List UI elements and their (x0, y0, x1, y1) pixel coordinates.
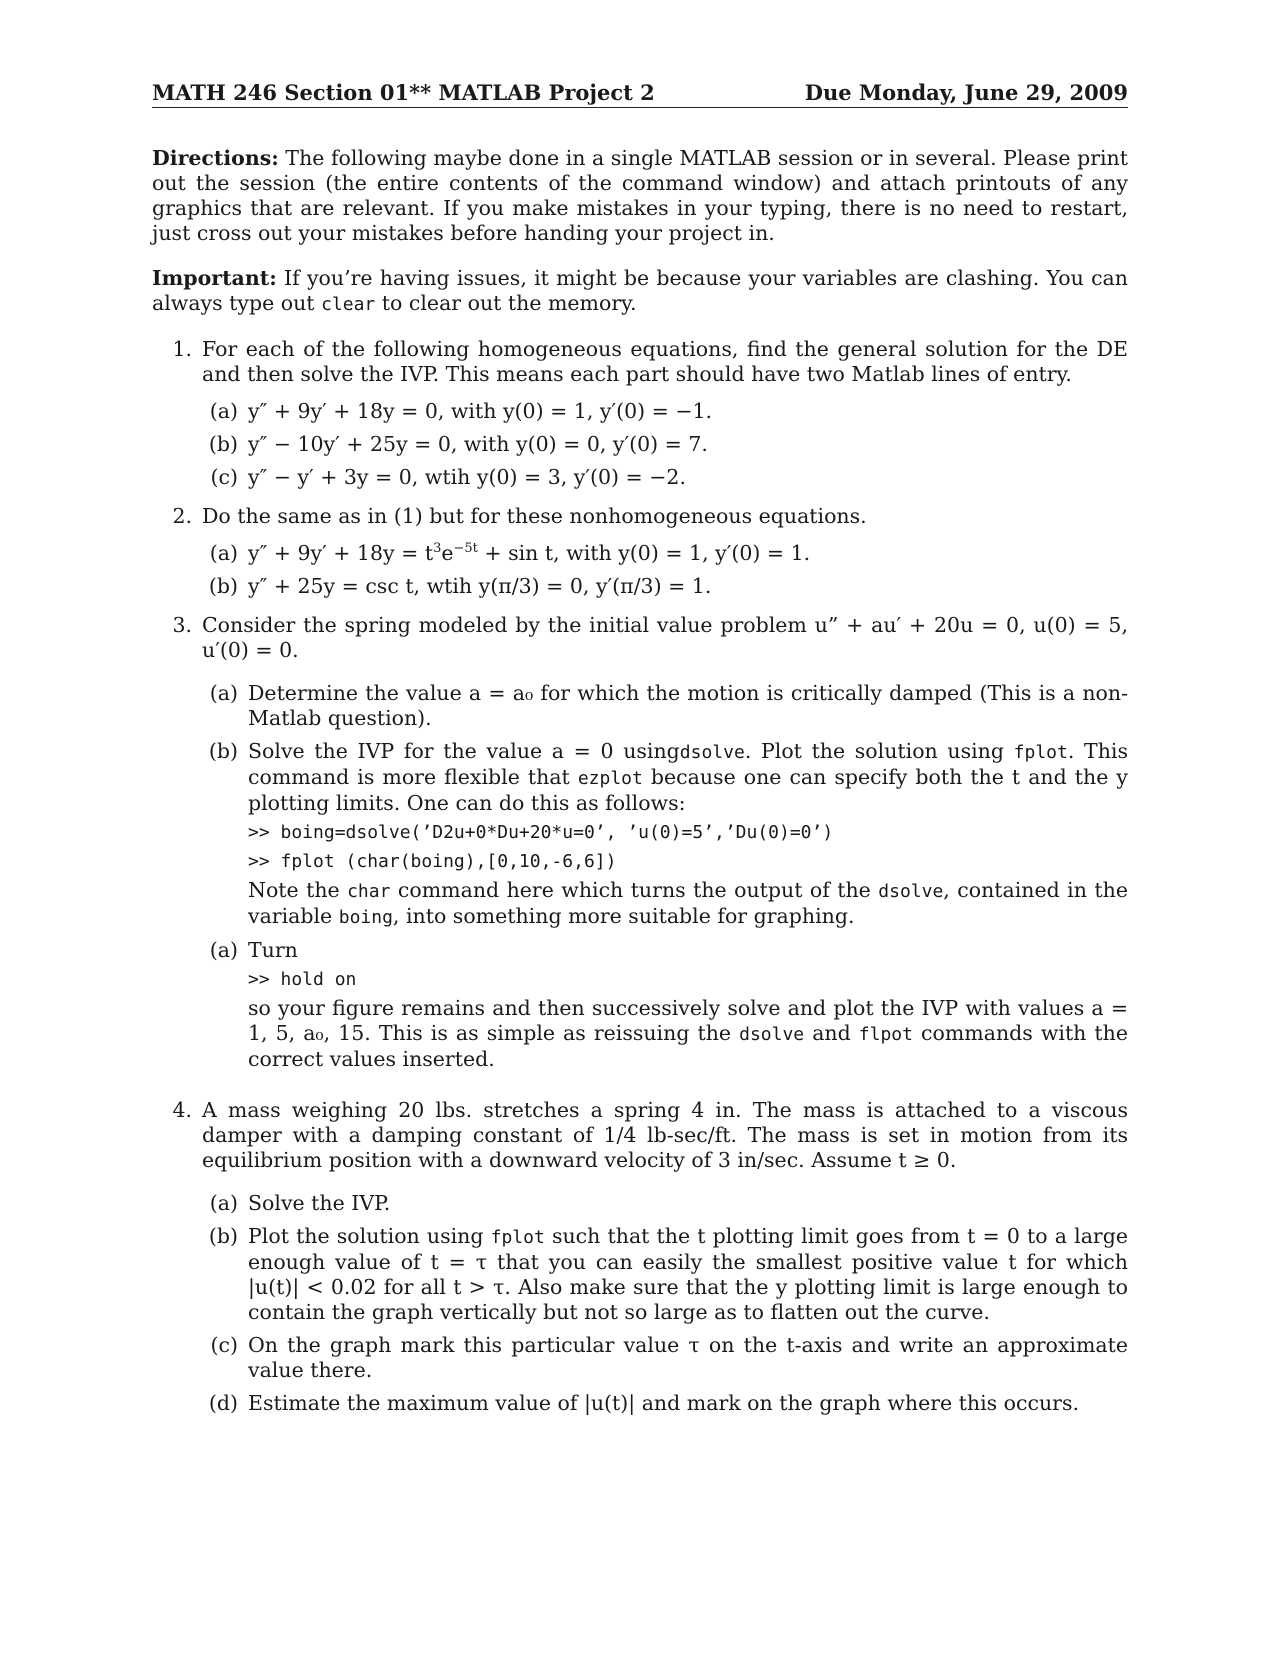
problem-text: Consider the spring modeled by the initial value problem u” + au′ + 20u = 0, u(0) = 5, u′(0) = 0. (202, 613, 1128, 662)
text: commands with the correct values inserted. (248, 1021, 1128, 1071)
problem-number: 1. (172, 337, 192, 361)
code-dsolve: dsolve (739, 1024, 805, 1045)
part-text (248, 938, 1128, 1072)
problem-number: 4. (172, 1098, 192, 1122)
problem-2-parts (202, 541, 1128, 599)
problem-text: A mass weighing 20 lbs. stretches a spring 4 in. The mass is attached to a viscous damper with a damping constant of 1/4 lb-sec/ft. The mass is set in motion from its equilibrium position with a downward velocity of 3 in/sec. Assume t ≥ 0. (202, 1098, 1128, 1172)
text: because one can specify both the t and the y plotting limits. One can do this as follows: (248, 765, 1128, 815)
equation-start: y″ + 9y′ + 18y = t (248, 541, 434, 565)
part-2b (202, 574, 1128, 599)
part-label: (d) (208, 1391, 238, 1415)
part-4a (202, 1191, 1128, 1216)
important-paragraph (152, 266, 1128, 317)
part-4d (202, 1391, 1128, 1416)
exponent: 3 (433, 541, 442, 557)
part-4b (202, 1224, 1128, 1325)
part-label: (b) (208, 574, 238, 598)
code-dsolve: dsolve (679, 742, 745, 763)
problem-3-parts (202, 681, 1128, 1072)
part-label: (a) (209, 681, 238, 705)
instruction-text (248, 996, 1128, 1072)
problem-4 (152, 1098, 1128, 1424)
important-label: Important: (152, 266, 277, 290)
code-clear: clear (321, 294, 376, 315)
part-label: (c) (210, 1333, 238, 1357)
part-text: y″ + 25y = csc t, wtih y(π/3) = 0, y′(π/3) = 1. (248, 574, 712, 598)
part-label: (b) (208, 1224, 238, 1248)
part-4c (202, 1333, 1128, 1383)
part-text: y″ + 9y′ + 18y = 0, with y(0) = 1, y′(0) = −1. (248, 399, 713, 423)
part-3a (202, 681, 1128, 731)
part-text: Solve the IVP. (248, 1191, 391, 1215)
text: , into something more suitable for graphing. (392, 904, 855, 928)
part-label: (a) (209, 938, 238, 962)
code-fplot: fplot (1013, 742, 1068, 763)
problem-text: For each of the following homogeneous equations, find the general solution for the DE and then solve the IVP. This means each part should have two Matlab lines of entry. (202, 337, 1128, 386)
part-label: (a) (209, 541, 238, 565)
part-text: On the graph mark this particular value τ on the t-axis and write an approximate value there. (248, 1333, 1128, 1382)
part-label: (a) (209, 1191, 238, 1215)
exponent: −5t (453, 541, 478, 557)
equation-end: + sin t, with y(0) = 1, y′(0) = 1. (477, 541, 811, 565)
code-dsolve: dsolve (878, 881, 944, 902)
equation-e: e (441, 541, 454, 565)
problem-2 (152, 504, 1128, 607)
code-hold-on: >> hold on (248, 969, 357, 990)
part-3c (202, 938, 1128, 1072)
part-label: (b) (208, 739, 238, 763)
text: so your figure remains and then successively solve and plot the IVP with values a = 1, 5, a₀, 15. This is as simple as reissuing the (248, 996, 1128, 1045)
part-text: y″ − 10y′ + 25y = 0, with y(0) = 0, y′(0) = 7. (248, 432, 708, 456)
directions-paragraph (152, 146, 1128, 246)
problem-text: Do the same as in (1) but for these nonhomogeneous equations. (202, 504, 867, 528)
directions-text: The following maybe done in a single MATLAB session or in several. Please print out the session (the entire contents of the command window) and attach printouts of any graphics that are relevant. If you make mistakes in your typing, there is no need to restart, just cross out your mistakes before handing your project in. (152, 146, 1128, 245)
part-label: (b) (208, 432, 238, 456)
part-label: (a) (209, 399, 238, 423)
part-text: y″ − y′ + 3y = 0, wtih y(0) = 3, y′(0) = −2. (248, 465, 686, 489)
text: Plot the solution using (248, 1224, 484, 1248)
part-1c (202, 465, 1128, 490)
part-text (248, 739, 1128, 930)
problem-number: 2. (172, 504, 192, 528)
code-line-dsolve: >> boing=dsolve(’D2u+0*Du+20*u=0’, ’u(0)=5’,’Du(0)=0’) (248, 822, 834, 843)
important-text: If you’re having issues, it might be because your variables are clashing. You can always type out (152, 266, 1128, 315)
document-page (152, 80, 1128, 1424)
problem-1-parts (202, 399, 1128, 490)
part-label: (c) (210, 465, 238, 489)
code-ezplot: ezplot (577, 768, 643, 789)
part-text (248, 541, 1128, 566)
part-text: Determine the value a = a₀ for which the motion is critically damped (This is a non-Matlab question). (248, 681, 1128, 730)
note-text (248, 878, 1128, 930)
problem-4-parts (202, 1191, 1128, 1416)
text: , contained in the variable (248, 878, 1128, 928)
due-date: Due Monday, June 29, 2009 (804, 80, 1128, 105)
code-boing: boing (338, 907, 393, 928)
part-text (248, 1224, 1128, 1325)
part-2a (202, 541, 1128, 566)
part-1b (202, 432, 1128, 457)
directions-label: Directions: (152, 146, 279, 170)
important-text-end: to clear out the memory. (381, 291, 637, 315)
text: and (812, 1021, 851, 1045)
text: Note the (248, 878, 340, 902)
text: command here which turns the output of the (397, 878, 871, 902)
course-title: MATH 246 Section 01** MATLAB Project 2 (152, 80, 655, 105)
problem-number: 3. (172, 613, 192, 637)
text: such that the t plotting limit goes from t = 0 to a large enough value of t = τ that you can easily the smallest positive value t for which |u(t)| < 0.02 for all t > τ. Also make sure that the y plotting limit is large enough to contain the graph vertically but not so large as to flatten out the curve. (248, 1224, 1128, 1324)
part-text: Estimate the maximum value of |u(t)| and mark on the graph where this occurs. (248, 1391, 1080, 1415)
problem-1 (152, 337, 1128, 498)
code-char: char (347, 881, 391, 902)
text: . This command is more flexible that (248, 739, 1128, 789)
text: Turn (248, 938, 298, 962)
text: . Plot the solution using (744, 739, 1005, 763)
code-line-fplot: >> fplot (char(boing),[0,10,-6,6]) (248, 851, 617, 872)
text: Solve the IVP for the value a = 0 using (248, 739, 680, 763)
page-header (152, 80, 1128, 108)
code-flpot: flpot (858, 1024, 913, 1045)
code-fplot: fplot (490, 1227, 545, 1248)
part-1a (202, 399, 1128, 424)
problem-3 (152, 613, 1128, 1080)
part-3b (202, 739, 1128, 930)
